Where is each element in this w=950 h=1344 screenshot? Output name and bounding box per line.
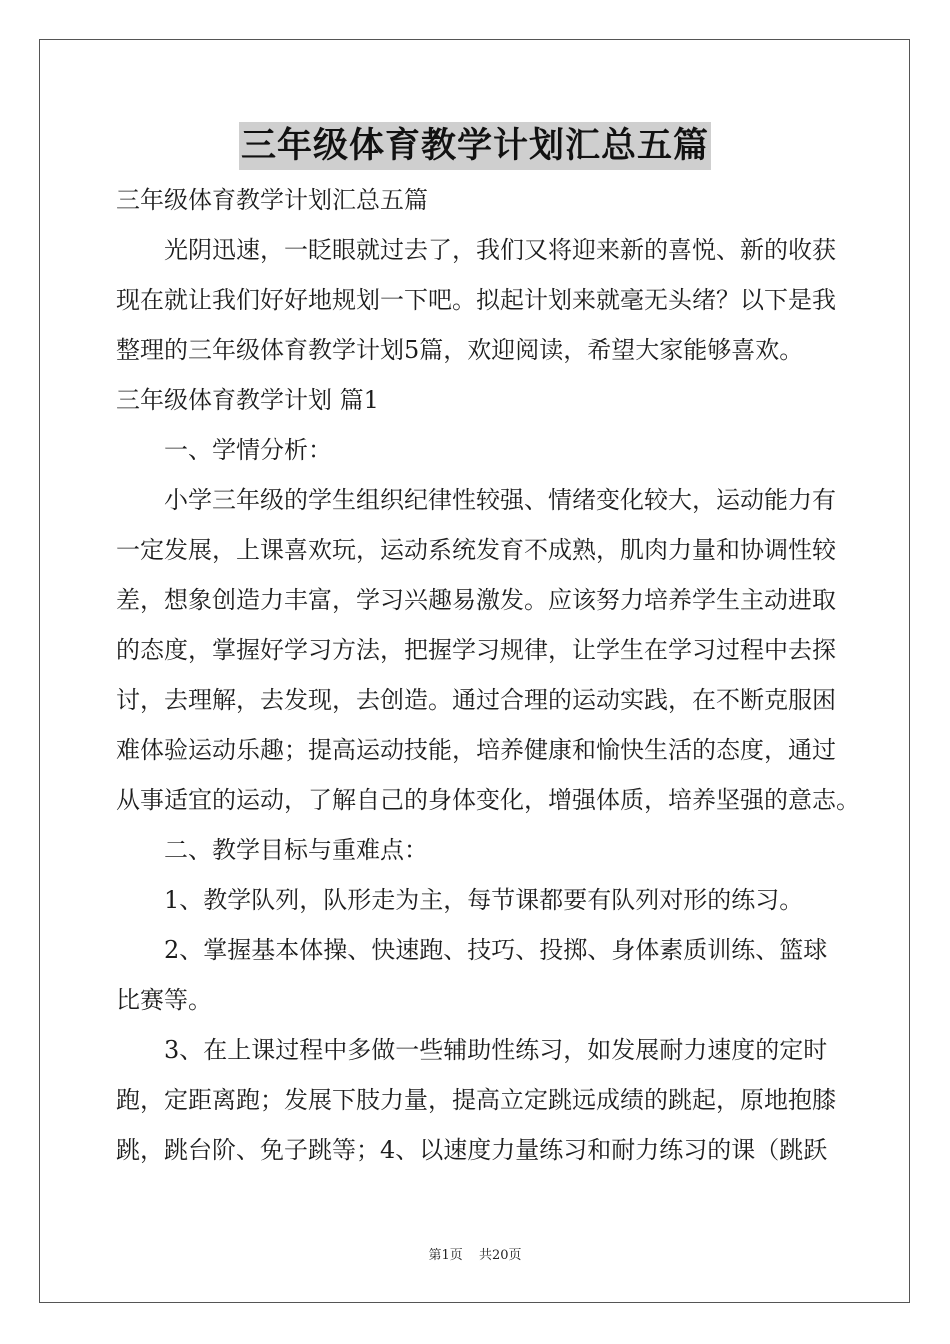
document-title: 三年级体育教学计划汇总五篇 [239,122,711,170]
text-line: 小学三年级的学生组织纪律性较强、情绪变化较大，运动能力有 [164,486,836,514]
text-line: 整理的三年级体育教学计划5篇，欢迎阅读，希望大家能够喜欢。 [116,336,804,364]
text-line: 讨，去理解，去发现，去创造。通过合理的运动实践，在不断克服困 [116,686,836,714]
text-line: 跑，定距离跑；发展下肢力量，提高立定跳远成绩的跳起，原地抱膝 [116,1086,836,1114]
text-line: 三年级体育教学计划汇总五篇 [116,186,428,214]
text-line: 3、在上课过程中多做一些辅助性练习，如发展耐力速度的定时 [164,1036,828,1064]
text-line: 从事适宜的运动，了解自己的身体变化，增强体质，培养坚强的意志。 [116,786,860,814]
title-container [0,122,950,170]
text-line: 2、掌握基本体操、快速跑、技巧、投掷、身体素质训练、篮球 [164,936,828,964]
text-line: 现在就让我们好好地规划一下吧。拟起计划来就毫无头绪？以下是我 [116,286,836,314]
text-line: 光阴迅速，一眨眼就过去了，我们又将迎来新的喜悦、新的收获 [164,236,836,264]
text-line: 差，想象创造力丰富，学习兴趣易激发。应该努力培养学生主动进取 [116,586,836,614]
text-line: 难体验运动乐趣；提高运动技能，培养健康和愉快生活的态度，通过 [116,736,836,764]
page-number: 第1页 [428,1248,463,1263]
text-line: 的态度，掌握好学习方法，把握学习规律，让学生在学习过程中去探 [116,636,836,664]
page-total: 共20页 [478,1248,522,1263]
section-heading: 三年级体育教学计划 篇1 [116,386,379,414]
text-line: 跳，跳台阶、免子跳等；4、以速度力量练习和耐力练习的课（跳跃 [116,1136,828,1164]
text-line: 一定发展，上课喜欢玩，运动系统发育不成熟，肌肉力量和协调性较 [116,536,836,564]
page-footer [0,1244,950,1263]
text-line: 一、学情分析： [164,436,332,464]
text-line: 比赛等。 [116,986,212,1014]
text-line: 二、教学目标与重难点： [164,836,428,864]
text-line: 1、教学队列，队形走为主，每节课都要有队列对形的练习。 [164,886,804,914]
